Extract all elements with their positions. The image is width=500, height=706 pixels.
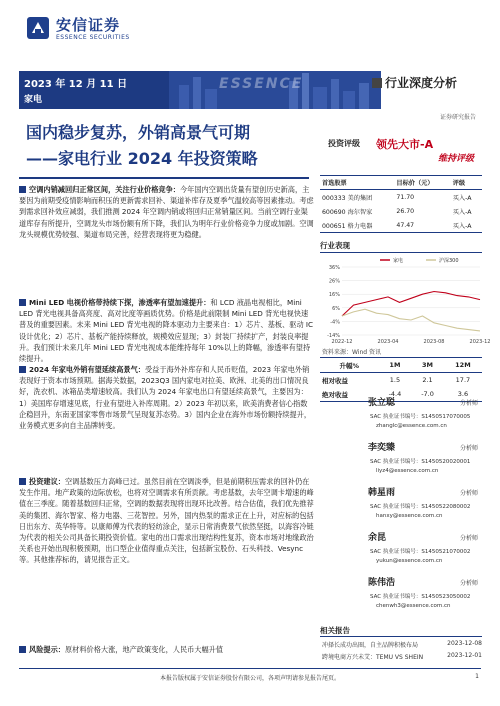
section-bullet-icon xyxy=(19,646,26,653)
chart-series-line-0 xyxy=(342,292,480,317)
section-investment xyxy=(19,476,314,566)
analyst-card xyxy=(320,575,482,631)
chart-legend-label: 沪深300 xyxy=(439,258,459,264)
analyst-name: 张立聪 xyxy=(368,398,396,408)
analyst-cert: SAC 执业证书编号：S1450523050002 xyxy=(370,594,471,600)
report-date: 2023 年 12 月 11 日 xyxy=(24,79,128,90)
related-report-item[interactable] xyxy=(322,652,482,661)
analyst-role: 分析师 xyxy=(459,535,478,542)
section-bullet-icon xyxy=(19,299,26,306)
section-head: 空调内销减回归正常区间，关注行业价格竞争： xyxy=(29,185,180,194)
table-cell: 600690 海尔智家 xyxy=(322,208,373,216)
analyst-role: 分析师 xyxy=(459,580,478,587)
logo-mark-icon xyxy=(26,16,50,40)
footer xyxy=(19,673,481,682)
logo-text-en: ESSENCE SECURITIES xyxy=(56,34,130,41)
analyst-email[interactable]: zhanglc@essence.com.cn xyxy=(376,423,447,429)
table-cell: 1.5 xyxy=(389,376,401,384)
analyst-role: 分析师 xyxy=(459,445,478,452)
section-aircon xyxy=(19,184,314,240)
section-text: 原材料价格大涨，地产政策变化，人民币大幅升值 xyxy=(64,645,224,654)
section-export xyxy=(19,364,314,431)
section-risk xyxy=(19,644,314,655)
title-divider xyxy=(19,177,309,179)
table-cell: 买入-A xyxy=(452,208,472,216)
related-report-date: 2023-12-08 xyxy=(447,640,482,647)
table-row xyxy=(320,218,482,233)
section-text: 受益于海外补库存和人民币贬值，2023 年家电外销表现好于资本市场预期。据海关数据，2023Q3 国内家电对拉美、欧洲、北美的出口情况良好，洗衣机、冰箱品类增速较高。我们认为 2024 年家电出口有望延续高景气，主要因为：1）美国库存增速见底，行业有望进入补库周期。2）2023 年初以来，欧美消费者信心指数企稳回升，东南亚国家零售市场景气呈现复苏态势。3）国内企业在海外市场份额持续提升，业务模式更多向自主品牌转变。 xyxy=(19,365,312,431)
table-row xyxy=(320,190,482,205)
rating-maintain: 维持评级 xyxy=(438,154,475,164)
analyst-cert: SAC 执业证书编号：S1450517070005 xyxy=(370,414,471,420)
report-subtype: 证券研究报告 xyxy=(439,114,476,121)
table-cell: 26.70 xyxy=(396,207,415,215)
table-header: 首选股票 xyxy=(320,176,394,190)
table-cell: 相对收益 xyxy=(322,376,348,385)
analyst-name: 余昆 xyxy=(368,533,387,543)
table-cell: 绝对收益 xyxy=(320,387,379,402)
section-divider xyxy=(320,252,482,253)
analyst-cert: SAC 执业证书编号：S1450520020001 xyxy=(370,459,471,465)
table-header-row xyxy=(320,358,482,373)
table-header: 1M xyxy=(379,358,412,373)
section-text: 空调基数压力高峰已过。虽然目前在空调淡季，但是前期积压需求的回补仍在发生作用。地产政策的边际放松，也将对空调需求有所贡献。考虑基数，去年空调卡增速的峰值在三季度。随着基数回归正常，空调的数据表现将出现环比改善。结合估值，我们优先推荐美的集团、海尔智家、格力电器、三花智控。另外，国内热泵的需求正在上升，对应标的包括日出东方、英华特等。以康师傅为代表的轻纺涂企，显示日常消费景气依然坚挺，以海容冷链为代表的相关公司具备长期投资价值。家电的出口需求出现结构性复苏，资本市场对地缘政治关系也开始出现积极预期，出口型企业值得重点关注，包括新宝股份、石头科技、Vesync 等。其他推荐标的，请见报告正文。 xyxy=(19,477,314,565)
section-text: 今年国内空调出货量有望创历史新高，主要因为前期受疫情影响而积压的更新需求回补、渠道补库存及夏季气温较高等因素推动。考虑到需求回补效应减弱，我们推测 2024 年空调内销或将回归正常销量区间。当前空调行业渠道库存有所提升，空调龙头市场份额有所下降，我们认为明年行业价格竞争力度或加剧。空调龙头规模优势较强、渠道布局完善，经营表现将更为稳健。 xyxy=(19,185,314,239)
section-divider xyxy=(320,636,482,637)
table-cell: 71.70 xyxy=(396,193,415,201)
table-cell: 000651 格力电器 xyxy=(320,218,394,233)
table-cell: -7.0 xyxy=(411,387,444,402)
table-cell: 买入-A xyxy=(451,218,482,233)
section-miniled xyxy=(19,297,314,364)
table-cell: 3.6 xyxy=(444,387,482,402)
table-cell: 买入-A xyxy=(452,194,472,202)
report-sector: 家电 xyxy=(24,95,43,105)
table-header: 12M xyxy=(444,358,482,373)
chart-y-tick-label: -14% xyxy=(327,333,340,339)
chart-series-line-1 xyxy=(342,309,480,331)
analyst-role: 分析师 xyxy=(459,490,478,497)
related-report-title[interactable]: 跨境电商方兴未艾：TEMU VS SHEIN xyxy=(322,654,424,661)
section-head: 投资建议： xyxy=(29,477,65,486)
rating-label: 投资评级 xyxy=(328,139,360,148)
chart-source: 资料来源：Wind 资讯 xyxy=(322,349,381,356)
report-type-icon xyxy=(372,78,382,88)
table-header: 3M xyxy=(411,358,444,373)
table-cell: 000333 美的集团 xyxy=(322,194,373,202)
footer-divider xyxy=(19,668,481,669)
table-cell: 47.47 xyxy=(394,218,450,233)
section-bullet-icon xyxy=(19,478,26,485)
preferred-stocks-table xyxy=(320,175,482,233)
table-header-row xyxy=(320,176,482,190)
report-title: 国内稳步复苏，外销高景气可期 xyxy=(26,123,251,142)
analyst-email[interactable]: liyz4@essence.com.cn xyxy=(376,468,439,474)
analyst-email[interactable]: yukun@essence.com.cn xyxy=(376,558,443,564)
table-header: 评级 xyxy=(451,176,482,190)
section-bullet-icon xyxy=(19,366,26,373)
section-head: Mini LED 电视价格带持续下探，渗透率有望加速提升： xyxy=(29,298,211,307)
section-head: 风险提示： xyxy=(29,645,65,654)
related-reports-title: 相关报告 xyxy=(320,626,350,635)
analyst-name: 陈伟浩 xyxy=(368,578,396,588)
report-subtitle: ——家电行业 2024 年投资策略 xyxy=(26,149,258,168)
chart-x-tick-label: 2023-04 xyxy=(377,339,399,345)
related-report-item[interactable] xyxy=(322,640,482,649)
page-number: 1 xyxy=(475,673,479,680)
footer-disclaimer: 本报告版权属于安信证券股份有限公司，各项声明请参见报告尾页。 xyxy=(159,675,340,682)
chart-x-tick-label: 2023-12 xyxy=(469,339,491,345)
logo-text-cn: 安信证券 xyxy=(56,16,121,34)
table-header: 目标价（元） xyxy=(394,176,450,190)
analyst-email[interactable]: chenwh3@essence.com.cn xyxy=(376,603,451,609)
table-header: 升幅% xyxy=(320,358,379,373)
chart-y-tick-label: 16% xyxy=(328,292,340,299)
section-head: 2024 年家电外销有望延续高景气： xyxy=(29,365,145,374)
analyst-name: 李奕臻 xyxy=(368,443,396,453)
table-row xyxy=(320,373,482,388)
section-bullet-icon xyxy=(19,186,26,193)
company-logo xyxy=(26,14,176,44)
chart-y-tick-label: 26% xyxy=(328,278,340,285)
rating-value: 领先大市-A xyxy=(376,138,434,151)
chart-x-tick-label: 2023-08 xyxy=(423,339,445,345)
chart-legend-label: 家电 xyxy=(393,258,404,264)
analyst-cert: SAC 执业证书编号：S1450521070002 xyxy=(370,549,471,555)
analyst-cert: SAC 执业证书编号：S1450522080002 xyxy=(370,504,471,510)
industry-performance-title: 行业表现 xyxy=(320,241,350,250)
chart-y-tick-label: 36% xyxy=(328,265,340,271)
table-cell: 17.7 xyxy=(455,376,471,384)
report-type-label: 行业深度分析 xyxy=(385,76,458,90)
chart-y-tick-label: 6% xyxy=(332,305,340,312)
table-cell: 2.1 xyxy=(422,376,433,384)
chart-y-tick-label: -4% xyxy=(330,319,340,326)
table-row xyxy=(320,204,482,218)
report-type xyxy=(372,74,457,91)
analyst-name: 韩星雨 xyxy=(368,488,396,498)
industry-performance-chart xyxy=(320,255,491,347)
analyst-email[interactable]: hanxy@essence.com.cn xyxy=(376,513,443,519)
analyst-role: 分析师 xyxy=(459,400,478,407)
chart-x-tick-label: 2022-12 xyxy=(331,339,353,345)
table-cell: -4.4 xyxy=(379,387,412,402)
related-report-title[interactable]: 冲择长成功出圈，自主品牌积极布局 xyxy=(322,642,419,649)
banner-watermark: ESSENCE xyxy=(219,76,304,92)
section-text: 和 LCD 液晶电视相比，Mini LED 背光电视具备高亮度、高对比度等画质优势。价格是此前限制 Mini LED 背光电视快速普及的重要因素。未来 Mini LED 背光电视的降本驱动力主要来自：1）芯片、基板、驱动 IC 设计优化；2）芯片、基板产能持续释放，规模效应显现；3）封装厂持续扩产，封装良率提升。我们预计未来几年 Mini LED 背光电视成本能维持每年 10%以上的降幅，渗透率有望持续提升。 xyxy=(19,298,314,364)
related-report-date: 2023-12-01 xyxy=(447,652,482,659)
